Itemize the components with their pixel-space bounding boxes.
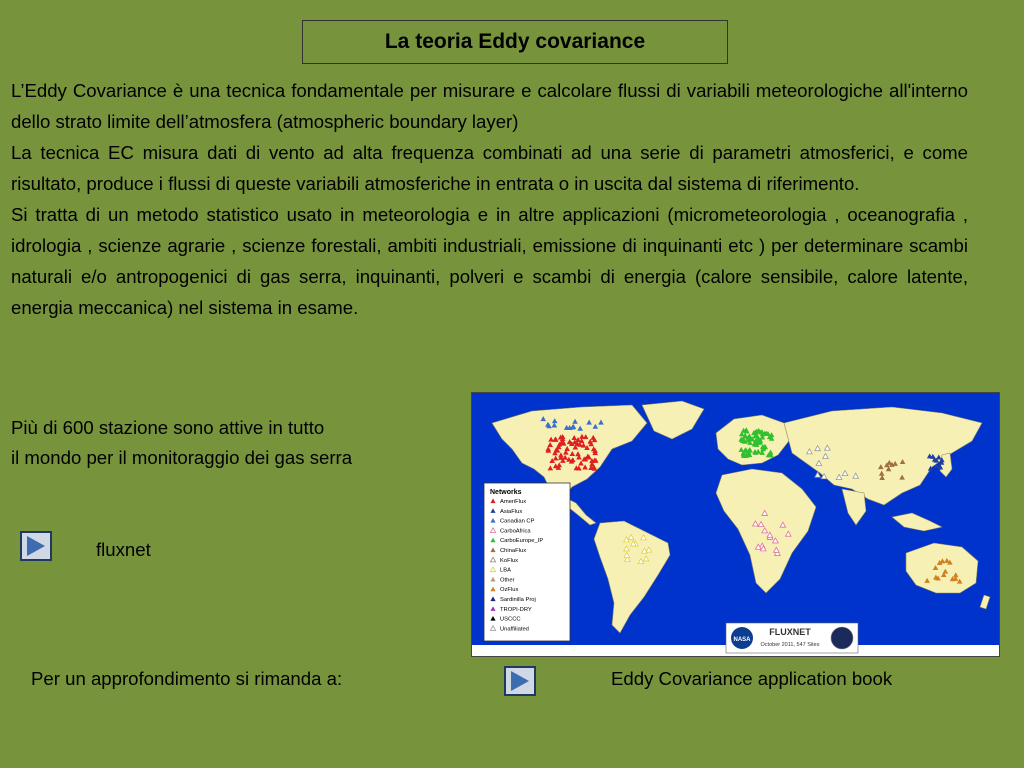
legend-item-label: AsiaFlux [500, 508, 523, 515]
map-legend [484, 483, 570, 641]
legend-item-label: CarboEurope_IP [500, 538, 544, 545]
legend-item-label: Sardinilla Proj [500, 597, 536, 603]
paragraph-method: La tecnica EC misura dati di vento ad alta frequenza combinati ad una serie di parametri atmosferici, e come risultato, produce i flussi di queste variabili atmosferiche in entrata o in uscita dal sistema di riferimento. [11, 142, 968, 194]
legend-item-label: LBA [500, 567, 511, 574]
legend-item-label: AmeriFlux [500, 499, 527, 505]
badge-title: FLUXNET [769, 627, 811, 637]
body-text [11, 75, 968, 323]
legend-item-label: CarboAfrica [500, 528, 531, 535]
legend-item-label: Canadian CP [500, 518, 535, 525]
paragraph-applications: Si tratta di un metodo statistico usato in meteorologia e in altre applicazioni (micrometeorologia , oceanografia , idrologia , scienze agrarie , scienze forestali, ambiti industriali, emissione di inquinanti etc ) per determinare scambi naturali e/o antropogenici di gas serra, inquinanti, polveri e scambi di energia (calore sensibile, calore latente, energia meccanica) nel sistema in esame. [11, 204, 968, 318]
book-label[interactable]: Eddy Covariance application book [611, 668, 893, 689]
stations-line-2: il mondo per il monitoraggio dei gas serra [11, 447, 353, 468]
play-arrow-icon [511, 671, 529, 691]
fluxnet-label[interactable]: fluxnet [96, 539, 151, 560]
book-link-button[interactable] [504, 666, 536, 696]
legend-item-label: USCCC [500, 616, 521, 623]
fluxnet-link-button[interactable] [20, 531, 52, 561]
legend-item-label: TROPI-DRY [500, 606, 532, 613]
legend-box [484, 483, 570, 641]
stations-caption [11, 413, 461, 473]
paragraph-intro: L’Eddy Covariance è una tecnica fondamentale per misurare e calcolare flussi di variabili meteorologiche all'interno dello strato limite dell’atmosfera (atmospheric boundary layer) [11, 80, 968, 132]
legend-item-label: OzFlux [500, 587, 519, 594]
fluxnet-logo-icon [831, 627, 853, 649]
badge-subtitle: October 2011, 547 Sites [760, 642, 820, 648]
nasa-logo-text: NASA [733, 637, 751, 643]
play-arrow-icon [27, 536, 45, 556]
slide-title: La teoria Eddy covariance [302, 20, 728, 64]
fluxnet-world-map [471, 392, 1000, 657]
legend-title: Networks [490, 489, 522, 496]
legend-item-label: Unaffiliated [500, 626, 529, 633]
approfondimento-label: Per un approfondimento si rimanda a: [31, 668, 343, 689]
legend-item-label: Other [500, 577, 515, 584]
stations-line-1: Più di 600 stazione sono attive in tutto [11, 417, 325, 438]
legend-item-label: ChinaFlux [500, 548, 527, 554]
legend-item-label: KoFlux [500, 557, 519, 564]
fluxnet-badge [726, 623, 858, 653]
